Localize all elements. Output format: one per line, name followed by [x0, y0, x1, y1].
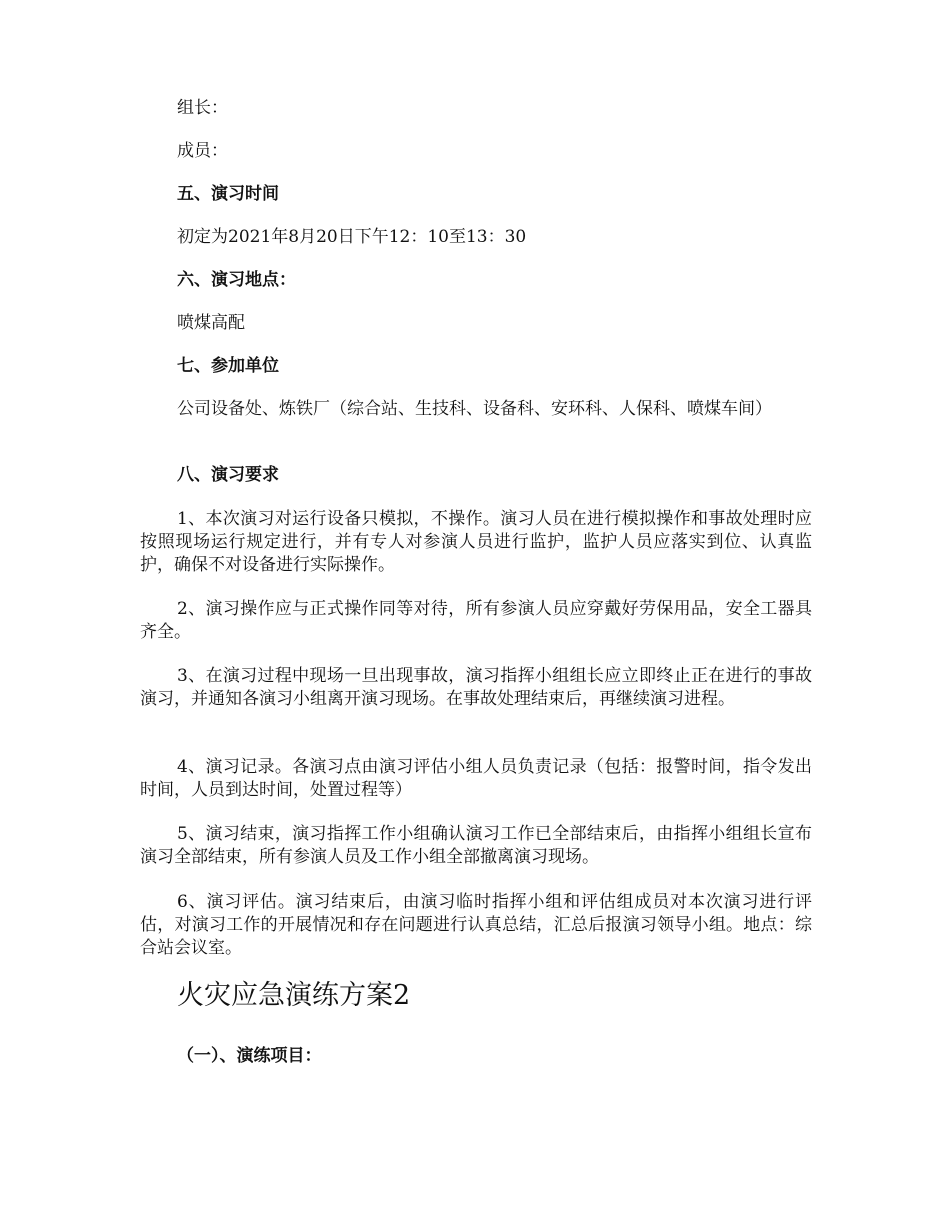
section2-title: 火灾应急演练方案2 — [177, 980, 411, 1011]
requirement-paragraph-6: 6、演习评估。演习结束后，由演习临时指挥小组和评估组成员对本次演习进行评估，对演习工作的开展情况和存在问题进行认真总结，汇总后报演习领导小组。地点：综合站会议室。 — [140, 892, 812, 958]
section-heading-units: 七、参加单位 — [177, 356, 279, 376]
requirement-paragraph-4: 4、演习记录。各演习点由演习评估小组人员负责记录（包括：报警时间，指令发出时间，人员到达时间，处置过程等） — [140, 757, 812, 800]
drill-time-text: 初定为2021年8月20日下午12：10至13：30 — [177, 227, 527, 247]
requirement-paragraph-1: 1、本次演习对运行设备只模拟，不操作。演习人员在进行模拟操作和事故处理时应按照现场运行规定进行，并有专人对参演人员进行监护，监护人员应落实到位、认真监护，确保不对设备进行实际操作。 — [140, 509, 812, 575]
requirement-paragraph-2: 2、演习操作应与正式操作同等对待，所有参演人员应穿戴好劳保用品，安全工器具齐全。 — [140, 599, 812, 642]
requirement-paragraph-3: 3、在演习过程中现场一旦出现事故，演习指挥小组组长应立即终止正在进行的事故演习，并通知各演习小组离开演习现场。在事故处理结束后，再继续演习进程。 — [140, 666, 812, 709]
section-heading-place: 六、演习地点： — [177, 270, 296, 290]
participating-units-text: 公司设备处、炼铁厂（综合站、生技科、设备科、安环科、人保科、喷煤车间） — [177, 399, 772, 419]
section-heading-time: 五、演习时间 — [177, 184, 279, 204]
section-heading-requirements: 八、演习要求 — [177, 465, 279, 485]
requirement-paragraph-5: 5、演习结束，演习指挥工作小组确认演习工作已全部结束后，由指挥小组组长宣布演习全部结束，所有参演人员及工作小组全部撤离演习现场。 — [140, 824, 812, 867]
section2-subheading-drill-items: （一）、演练项目： — [177, 1046, 322, 1066]
members-line: 成员： — [177, 141, 228, 161]
drill-place-text: 喷煤高配 — [177, 313, 245, 333]
leader-line: 组长： — [177, 98, 228, 118]
